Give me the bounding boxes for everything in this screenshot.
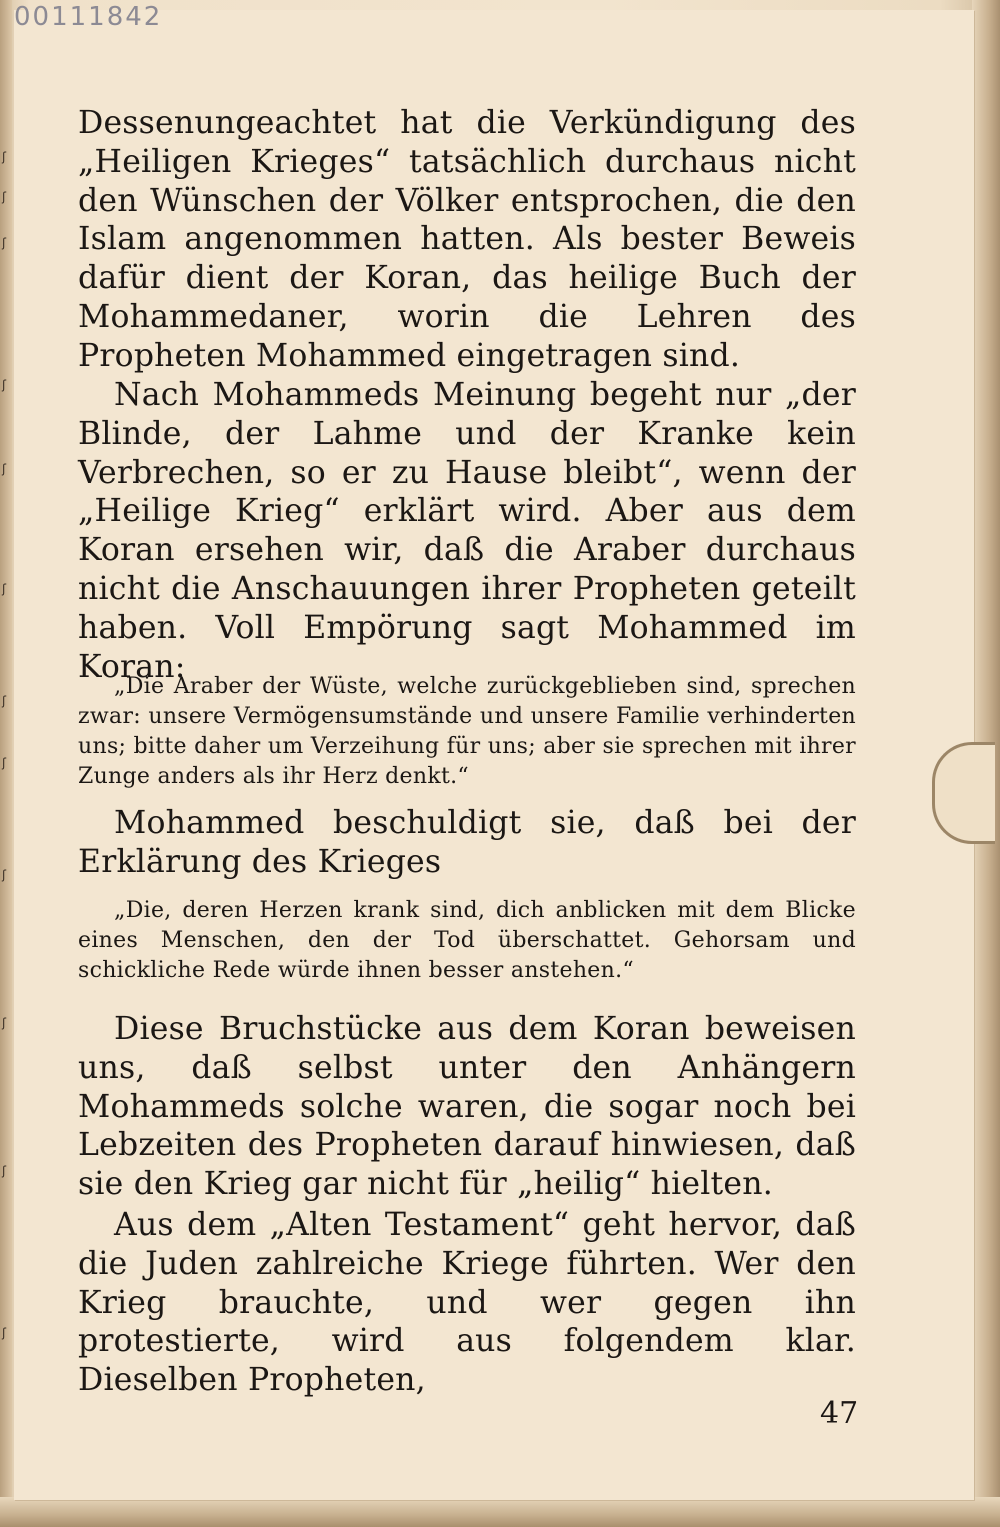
margin-mark: ʃ — [2, 378, 7, 392]
quote-1: „Die Araber der Wüste, welche zurückgeblieben sind, sprechen zwar: unsere Vermögensumstände und unsere Familie verhinderten uns; bitte daher um Verzeihung für uns; aber sie sprechen mit ihrer Zunge anders als ihr Herz denkt.“ — [78, 674, 856, 789]
paragraph-1: Dessenungeachtet hat die Verkündigung des „Heiligen Krieges“ tatsächlich durchaus nicht den Wünschen der Völker entsprochen, die den Islam angenommen hatten. Als bester Beweis dafür dient der Koran, das heilige Buch der Mohammedaner, worin die Lehren des Propheten Mohammed eingetragen sind. — [78, 105, 856, 374]
margin-mark: ʃ — [2, 236, 7, 250]
margin-mark: ʃ — [2, 1016, 7, 1030]
paragraph-4: Diese Bruchstücke aus dem Koran beweisen uns, daß selbst unter den Anhängern Mohammeds solche waren, die sogar noch bei Lebzeiten des Propheten darauf hinwiesen, daß sie den Krieg gar nicht für „heilig“ hielten. — [78, 1011, 856, 1203]
paragraph-2: Nach Mohammeds Meinung begeht nur „der Blinde, der Lahme und der Kranke kein Verbrechen, so er zu Hause bleibt“, wenn der „Heilige Krieg“ erklärt wird. Aber aus dem Koran ersehen wir, daß die Araber durchaus nicht die Anschauungen ihrer Propheten geteilt haben. Voll Empörung sagt Mohammed im Koran: — [78, 377, 856, 685]
book-page — [14, 2, 974, 1500]
margin-mark: ʃ — [2, 190, 7, 204]
margin-mark: ʃ — [2, 1326, 7, 1340]
margin-mark: ʃ — [2, 756, 7, 770]
scan-label: 00111842 — [14, 2, 163, 32]
paragraph-3: Mohammed beschuldigt sie, daß bei der Erklärung des Krieges — [78, 805, 856, 880]
margin-mark: ʃ — [2, 694, 7, 708]
paragraph-5: Aus dem „Alten Testament“ geht hervor, daß die Juden zahlreiche Kriege führten. Wer den Krieg brauchte, und wer gegen ihn protestierte, wird aus folgendem klar. Dieselben Propheten, — [78, 1207, 856, 1399]
margin-mark: ʃ — [2, 868, 7, 882]
margin-mark: ʃ — [2, 462, 7, 476]
margin-mark: ʃ — [2, 582, 7, 596]
margin-mark: ʃ — [2, 1164, 7, 1178]
page-tab-clip — [932, 742, 995, 844]
page-number: 47 — [820, 1396, 859, 1431]
margin-mark: ʃ — [2, 150, 7, 164]
quote-2: „Die, deren Herzen krank sind, dich anblicken mit dem Blicke eines Menschen, den der Tod überschattet. Gehorsam und schickliche Rede würde ihnen besser anstehen.“ — [78, 898, 856, 983]
bottom-book-edge — [0, 1497, 1000, 1527]
